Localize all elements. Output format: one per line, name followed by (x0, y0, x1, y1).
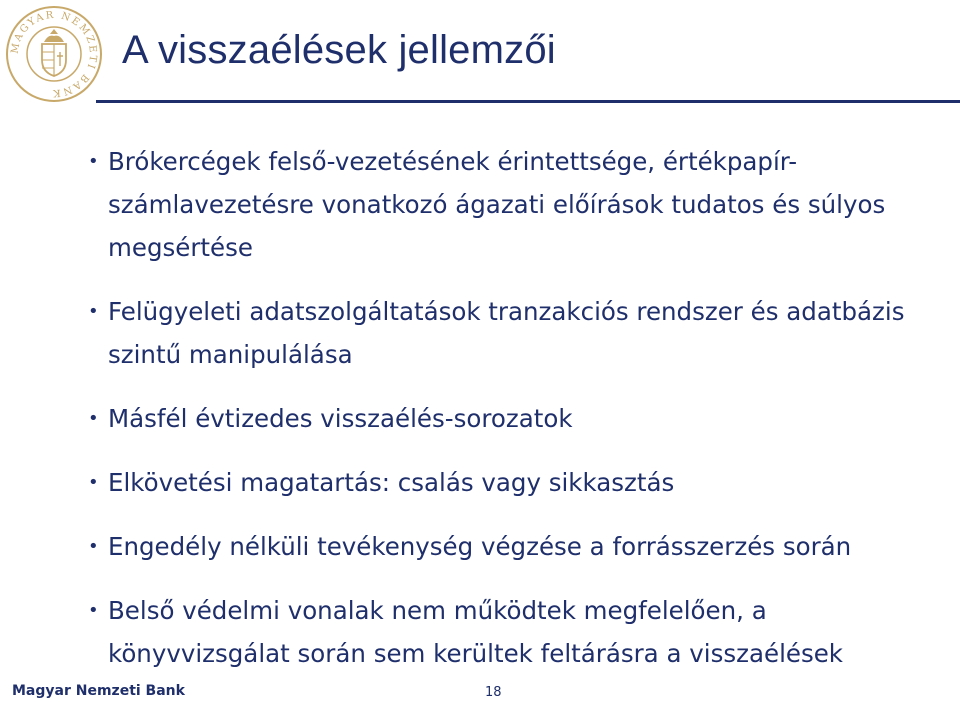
title-underline (96, 100, 960, 103)
mnb-seal-icon (4, 4, 104, 104)
bullet-text: Belső védelmi vonalak nem működtek megfelelően, a könyvvizsgálat során sem kerültek feltárásra a visszaélések (108, 596, 843, 668)
bullet-icon: • (88, 536, 99, 557)
bullet-text: Másfél évtizedes visszaélés-sorozatok (108, 404, 573, 433)
bullet-text: Elkövetési magatartás: csalás vagy sikkasztás (108, 468, 675, 497)
bullet-text: Brókercégek felső-vezetésének érintettsége, értékpapír-számlavezetésre vonatkozó ágazati előírások tudatos és súlyos megsértése (108, 147, 886, 262)
bullet-item (86, 397, 936, 440)
page-number: 18 (485, 685, 502, 700)
bullet-icon: • (88, 408, 99, 429)
bullet-icon: • (88, 600, 99, 621)
bullet-item (86, 589, 936, 675)
bullet-text: Engedély nélküli tevékenység végzése a forrásszerzés során (108, 532, 852, 561)
bullet-icon: • (88, 301, 99, 322)
bullet-item (86, 525, 936, 568)
footer-brand: Magyar Nemzeti Bank (12, 683, 185, 699)
mnb-logo (4, 4, 104, 104)
bullet-item (86, 461, 936, 504)
bullet-icon: • (88, 151, 99, 172)
bullet-list (86, 140, 936, 675)
slide-title: A visszaélések jellemzői (122, 28, 556, 72)
bullet-icon: • (88, 472, 99, 493)
logo-ring-text: MAGYAR NEMZETI BANK (9, 9, 99, 99)
bullet-item (86, 290, 936, 376)
bullet-text: Felügyeleti adatszolgáltatások tranzakciós rendszer és adatbázis szintű manipulálása (108, 297, 905, 369)
bullet-item (86, 140, 936, 269)
